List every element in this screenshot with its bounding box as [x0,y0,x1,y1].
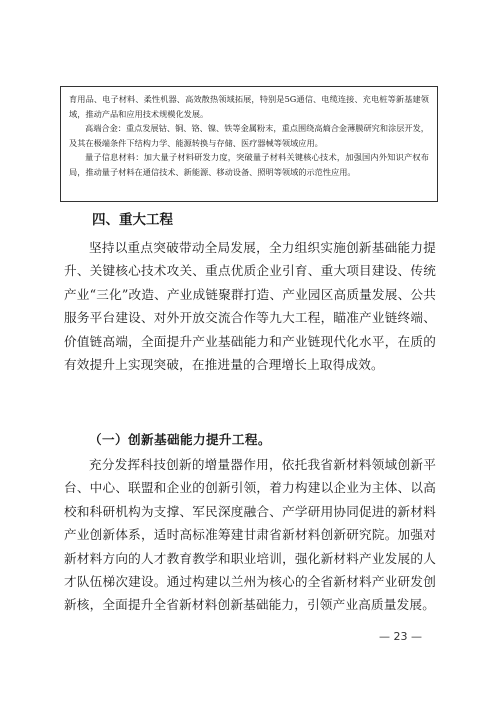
box-paragraph-quantum: 量子信息材料：加大量子材料研发力度，突破量子材料关键核心技术，加强国内外知识产权布局，推动量子材料在通信技术、新能源、移动设备、照明等领域的示范性应用。 [69,152,429,177]
section-title: 四、重大工程 [92,212,173,228]
section-intro-paragraph: 坚持以重点突破带动全局发展，全力组织实施创新基础能力提升、关键核心技术攻关、重点优质企业引育、重大项目建设、传统产业“三化”改造、产业成链聚群打造、产业园区高质量发展、公共服务平台建设、对外开放交流合作等九大工程，瞄准产业链终端、价值链高端，全面提升产业基础能力和产业链现代化水平，在质的有效提升上实现突破，在推进量的合理增长上取得成效。 [64,240,436,373]
page-number: — 23 — [379,630,422,643]
subsection-title: （一）创新基础能力提升工程。 [89,432,271,447]
continued-text-box [60,86,438,202]
box-paragraph-alloys: 高端合金：重点发展钴、铜、铬、镍、铁等金属粉末，重点围绕高熵合金薄膜研究和涂层开发，及其在极端条件下结构力学、能源转换与存储、医疗器械等领域应用。 [69,123,429,148]
box-paragraph-electronics: 育用品、电子材料、柔性机器、高效散热领域拓展，特别是5G通信、电缆连接、充电桩等新基建领域，推动产品和应用技术规模化发展。 [69,94,429,119]
subsection-paragraph: 充分发挥科技创新的增量器作用，依托我省新材料领域创新平台、中心、联盟和企业的创新引领，着力构建以企业为主体、以高校和科研机构为支撑、军民深度融合、产学研用协同促进的新材料产业创新体系，适时高标准筹建甘肃省新材料创新研究院。加强对新材料方向的人才教育教学和职业培训，强化新材料产业发展的人才队伍梯次建设。通过构建以兰州为核心的全省新材料产业研发创新核，全面提升全省新材料创新基础能力，引领产业高质量发展。 [64,457,436,613]
